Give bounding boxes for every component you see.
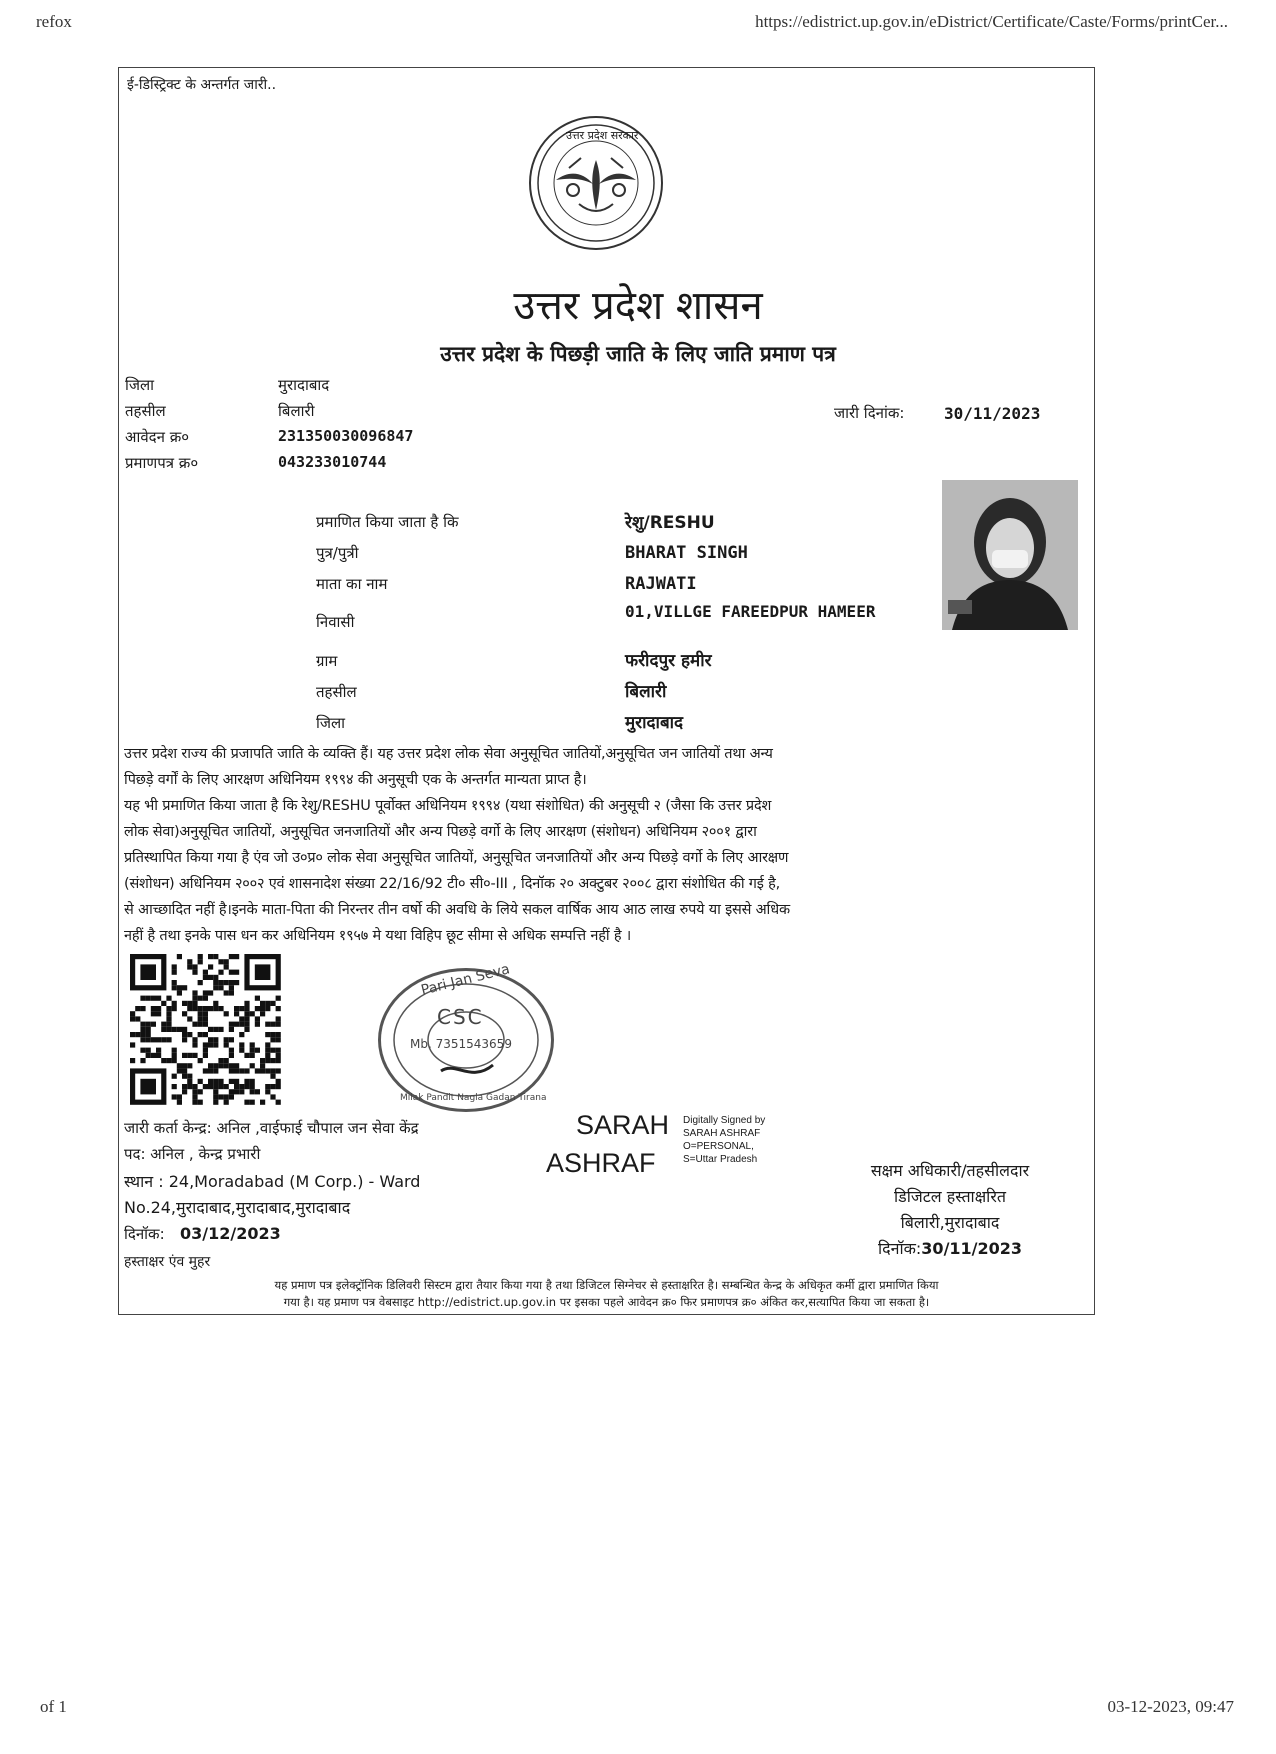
district2-value: मुरादाबाद: [625, 713, 684, 733]
issuer-place-line2: No.24,मुरादाबाद,मुरादाबाद,मुरादाबाद: [124, 1198, 351, 1217]
body-line-3: यह भी प्रमाणित किया जाता है कि रेशु/RESHU पूर्वोक्त अधिनियम १९९४ (यथा संशोधित) की अनुसूची २ (जैसा कि उत्तर प्रदेश: [124, 798, 772, 814]
body-line-4: लोक सेवा)अनुसूचित जातियों, अनुसूचित जनजातियों और अन्य पिछड़े वर्गो के लिए आरक्षण (संशोधन) अधिनियम २००१ द्वारा: [124, 824, 757, 840]
issuer-post: पद: अनिल , केन्द्र प्रभारी: [124, 1145, 261, 1163]
mother-name: RAJWATI: [625, 574, 697, 594]
district2-label: जिला: [316, 714, 346, 732]
village-label: ग्राम: [316, 652, 338, 670]
certificate-footer-note: [124, 1277, 1089, 1311]
authority-location: बिलारी,मुरादाबाद: [900, 1213, 1000, 1232]
tehsil-value: बिलारी: [278, 402, 315, 420]
person-photo-icon: [942, 480, 1078, 630]
print-timestamp: 03-12-2023, 09:47: [1107, 1697, 1234, 1716]
certificate-subtitle: उत्तर प्रदेश के पिछड़ी जाति के लिए जाति प्रमाण पत्र: [440, 342, 836, 366]
stamp-top-text: Pari Jan Seva: [419, 961, 512, 999]
issuer-date-label: दिनॉक:: [124, 1225, 165, 1243]
body-line-5: प्रतिस्थापित किया गया है एंव जो उ०प्र० लोक सेवा अनुसूचित जातियों, अनुसूचित जनजातियों और अन्य पिछड़े वर्गो के लिए आरक्षण: [124, 850, 789, 866]
father-name: BHARAT SINGH: [625, 543, 748, 563]
body-line-2: पिछड़े वर्गों के लिए आरक्षण अधिनियम १९९४ की अनुसूची एक के अन्तर्गत मान्यता प्राप्त है।: [124, 772, 587, 788]
certified-label: प्रमाणित किया जाता है कि: [316, 513, 459, 531]
certificate-no-value: 043233010744: [278, 453, 387, 471]
application-no-value: 231350030096847: [278, 427, 414, 445]
district-label: जिला: [125, 376, 155, 394]
emblem-text: उत्तर प्रदेश सरकार: [566, 129, 639, 142]
authority-digital-signed: डिजिटल हस्ताक्षरित: [894, 1187, 1006, 1206]
authority-designation: सक्षम अधिकारी/तहसीलदार: [870, 1161, 1030, 1180]
stamp-mobile-text: Mb. 7351543659: [410, 1037, 512, 1051]
government-title: उत्तर प्रदेश शासन: [513, 283, 763, 329]
verification-qr-code[interactable]: [130, 954, 286, 1108]
signer-name-line1: SARAH: [576, 1110, 670, 1140]
footer-line-2: गया है। यह प्रमाण पत्र वेबसाइट http://edistrict.up.gov.in पर इसका पहले आवेदन क्र० फिर प्रमाणपत्र क्र० अंकित कर,सत्यापित किया जा सकता है।: [283, 1295, 930, 1309]
certificate-no-label: प्रमाणपत्र क्र०: [125, 454, 199, 472]
signer-name-line2: ASHRAF: [546, 1148, 656, 1178]
applicant-name: रेशु/RESHU: [625, 513, 715, 533]
issued-under-note: ई-डिस्ट्रिक्ट के अन्तर्गत जारी..: [127, 77, 277, 93]
signature-detail-1: Digitally Signed by: [683, 1115, 766, 1126]
body-line-8: नहीं है तथा इनके पास धन कर अधिनियम १९५७ मे यथा विहिप छूट सीमा से अधिक सम्पत्ति नहीं है ।: [124, 928, 632, 944]
authority-date-value: 30/11/2023: [921, 1239, 1023, 1258]
parent-label: पुत्र/पुत्री: [316, 544, 359, 562]
qr-code-icon: [130, 954, 286, 1108]
digital-signature-details: [683, 1114, 765, 1166]
issuer-place-line1: स्थान : 24,Moradabad (M Corp.) - Ward: [124, 1172, 421, 1191]
stamp-center-text: CSC: [437, 1005, 484, 1029]
tehsil2-label: तहसील: [316, 683, 357, 701]
issue-date-value: 30/11/2023: [944, 404, 1041, 423]
page-count: of 1: [40, 1697, 67, 1716]
resident-label: निवासी: [316, 613, 355, 631]
issue-date-label: जारी दिनांक:: [834, 404, 905, 422]
footer-line-1: यह प्रमाण पत्र इलेक्ट्रॉनिक डिलिवरी सिस्टम द्वारा तैयार किया गया है तथा डिजिटल सिग्नेचर से हस्ताक्षरित है। सम्बन्धित केन्द्र के अधिकृत कर्मी द्वारा प्रमाणित किया: [274, 1278, 939, 1292]
body-line-6: (संशोधन) अधिनियम २००२ एवं शासनादेश संख्या 22/16/92 टी० सी०-III , दिनॉक २० अक्टुबर २००८ द्वारा संशोधित की गई है,: [124, 876, 781, 892]
mother-label: माता का नाम: [316, 575, 388, 593]
stamp-bottom-text: Milak Pandit Nagla Gadan Tirana: [400, 1093, 547, 1103]
browser-app-label: refox: [36, 12, 72, 31]
certificate-body-text: [124, 741, 1089, 949]
village-value: फरीदपुर हमीर: [625, 651, 712, 671]
page-url[interactable]: https://edistrict.up.gov.in/eDistrict/Certificate/Caste/Forms/printCer...: [755, 12, 1228, 31]
body-line-1: उत्तर प्रदेश राज्य की प्रजापति जाति के व्यक्ति हैं। यह उत्तर प्रदेश लोक सेवा अनुसूचित जातियों,अनुसूचित जन जातियों तथा अन्य: [124, 746, 773, 762]
issuing-centre: जारी कर्ता केन्द्र: अनिल ,वाईफाई चौपाल जन सेवा केंद्र: [124, 1119, 419, 1137]
body-line-7: से आच्छादित नहीं है।इनके माता-पिता की निरन्तर तीन वर्षो की अवधि के लिये सकल वार्षिक आय आठ लाख रुपये या इससे अधिक: [124, 902, 790, 918]
tehsil2-value: बिलारी: [625, 682, 667, 702]
authority-block: [830, 1158, 1070, 1262]
signature-detail-4: S=Uttar Pradesh: [683, 1154, 758, 1165]
authority-date-label: दिनॉक:: [877, 1239, 922, 1258]
resident-address: 01,VILLGE FAREEDPUR HAMEER: [625, 602, 876, 621]
signature-detail-2: SARAH ASHRAF: [683, 1128, 761, 1139]
tehsil-label: तहसील: [125, 402, 166, 420]
signature-detail-3: O=PERSONAL,: [683, 1141, 754, 1152]
district-value: मुरादाबाद: [278, 376, 330, 394]
issuer-date-value: 03/12/2023: [180, 1224, 281, 1243]
application-no-label: आवेदन क्र०: [125, 428, 190, 446]
applicant-photo: [942, 480, 1078, 630]
sign-and-seal-label: हस्ताक्षर एंव मुहर: [124, 1254, 211, 1270]
